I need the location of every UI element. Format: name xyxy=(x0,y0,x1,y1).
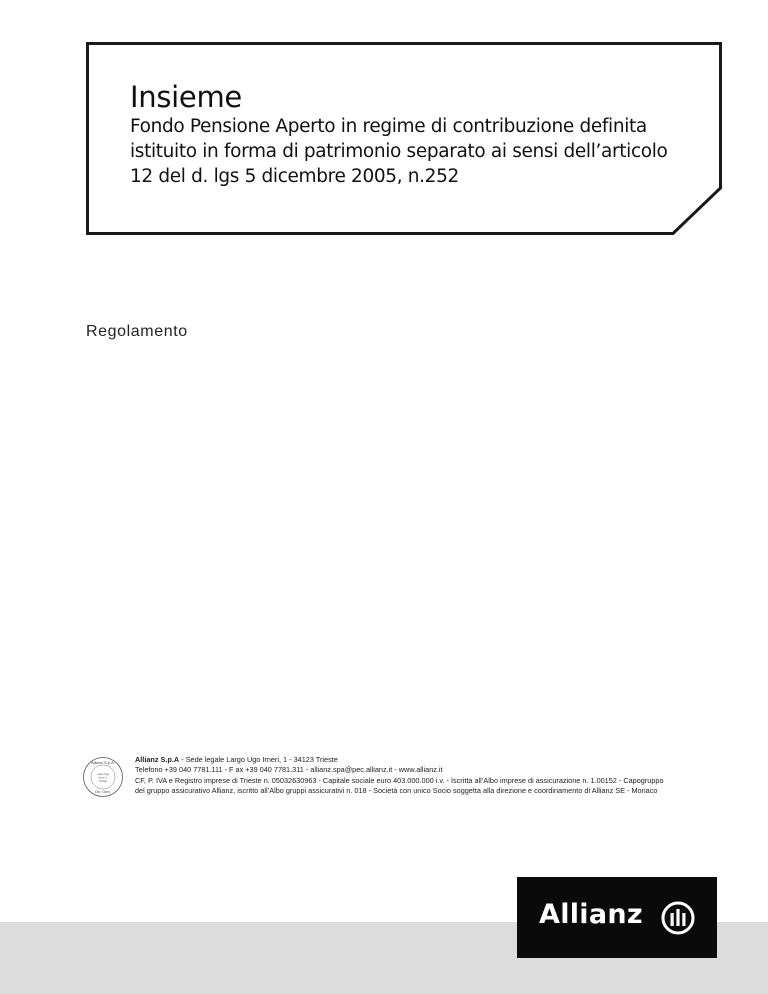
footer-line-4: del gruppo assicurativo Allianz, iscritto all’Albo gruppi assicurativi n. 018 - Società con unico Socio soggetta alla direzione e coordinamento di Allianz SE - Monaco xyxy=(135,786,658,796)
company-stamp xyxy=(82,756,124,798)
svg-text:Trieste: Trieste xyxy=(99,780,107,783)
company-name: Allianz S.p.A xyxy=(135,755,180,764)
subtitle-line: Fondo Pensione Aperto in regime di contribuzione definita xyxy=(130,116,647,137)
logo-wordmark: Allianz xyxy=(539,899,643,930)
company-address: - Sede legale Largo Ugo Irneri, 1 - 34123 Trieste xyxy=(179,755,338,764)
allianz-eagle-icon xyxy=(661,901,695,935)
subtitle-line: 12 del d. lgs 5 dicembre 2005, n.252 xyxy=(130,166,459,187)
document-title: Insieme xyxy=(130,80,242,114)
allianz-logo xyxy=(517,877,717,958)
subtitle-line: istituito in forma di patrimonio separato ai sensi dell’articolo xyxy=(130,141,668,162)
footer-line-2: Telefono +39 040 7781.111 - F ax +39 040 7781.311 - allianz.spa@pec.allianz.it - www.allianz.it xyxy=(135,765,443,775)
svg-text:Irneri, 1: Irneri, 1 xyxy=(98,776,108,780)
svg-text:Dir. Gen.: Dir. Gen. xyxy=(95,789,111,794)
footer-line-1 xyxy=(135,755,735,765)
footer-line-3: CF, P. IVA e Registro imprese di Trieste n. 05032630963 - Capitale sociale euro 403.000.000 i.v. - Iscritta all’Albo imprese di assicurazione n. 1.00152 - Capogruppo xyxy=(135,775,664,785)
svg-text:Allianz S.p.A.: Allianz S.p.A. xyxy=(91,760,115,765)
document-type-label: Regolamento xyxy=(86,323,188,340)
svg-text:Largo Ugo: Largo Ugo xyxy=(96,773,110,776)
company-legal-info xyxy=(135,755,735,797)
document-subtitle xyxy=(130,114,730,189)
